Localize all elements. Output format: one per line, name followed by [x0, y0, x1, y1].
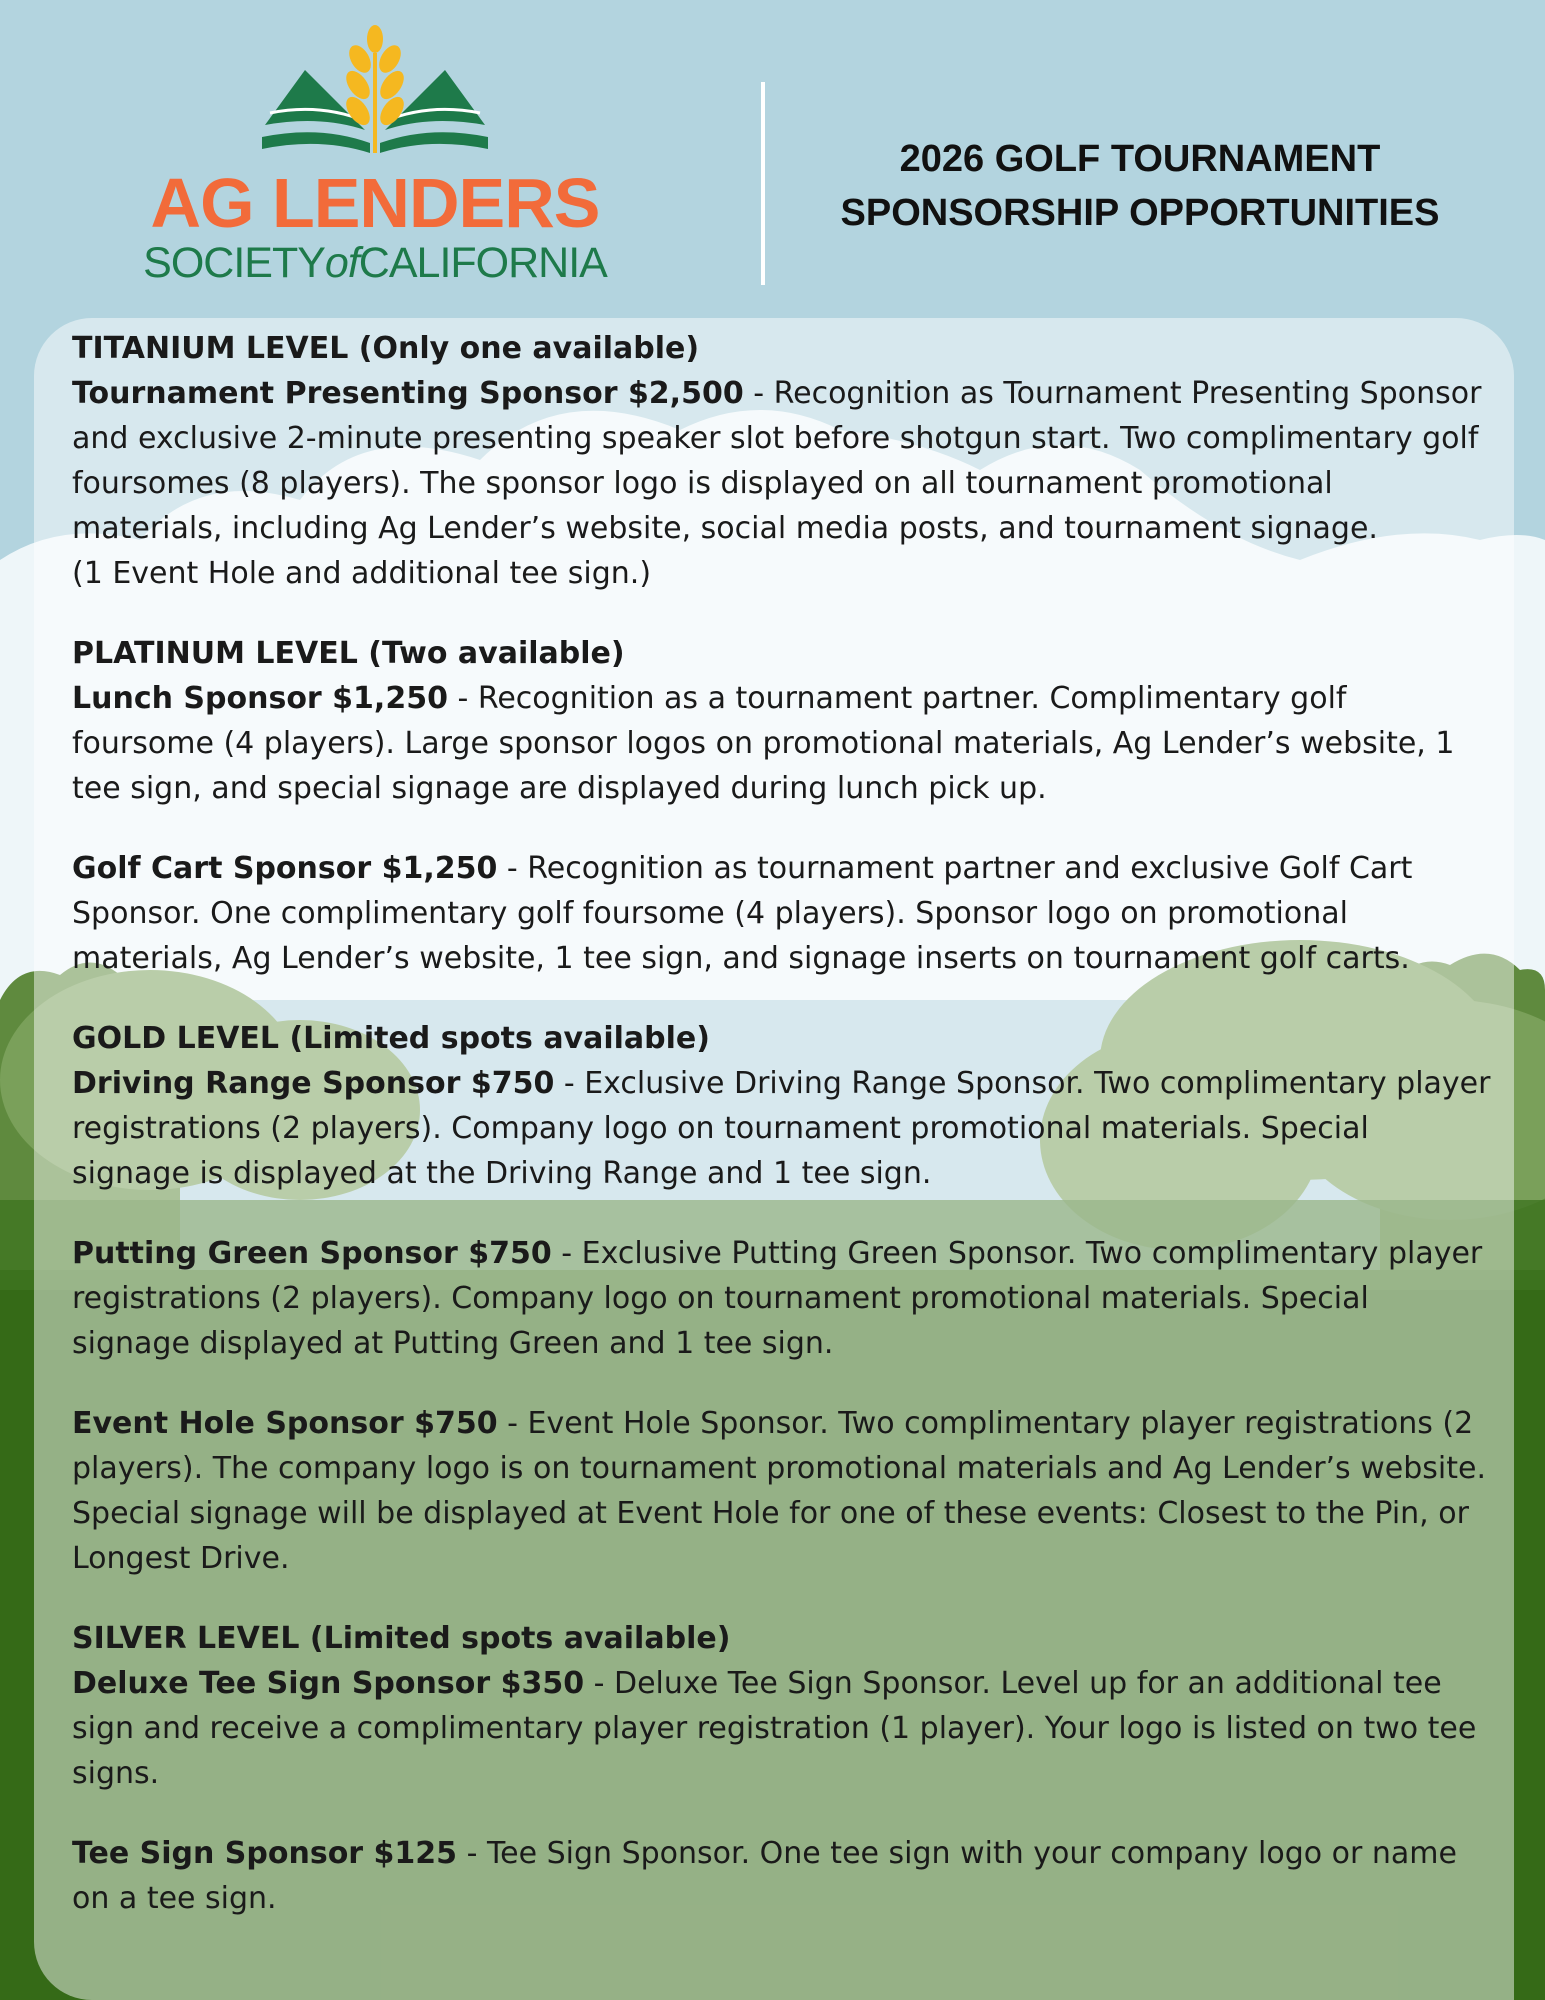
sponsor-desc: - Recognition as tournament partner and exclusive Golf Cart Sponsor. One complimentary golf foursome (4 players). Sponsor logo on promotional materials, Ag Lender’s website, 1 tee sign, and signage inserts on tournament golf carts. — [72, 851, 1413, 976]
title-line-1: 2026 GOLF TOURNAMENT — [899, 138, 1381, 180]
sponsor-item-presenting — [72, 371, 1492, 551]
wheat-book-icon — [260, 25, 490, 165]
sponsor-name: Event Hole Sponsor $750 — [72, 1406, 498, 1441]
sponsor-item-lunch — [72, 676, 1492, 811]
sponsor-desc: - Deluxe Tee Sign Sponsor. Level up for an additional tee sign and receive a complimentary player registration (1 player). Your logo is listed on two tee signs. — [72, 1666, 1477, 1791]
sponsor-desc: - Recognition as Tournament Presenting Sponsor and exclusive 2-minute presenting speaker slot before shotgun start. Two complimentary golf foursomes (8 players). The sponsor logo is displayed on all tournament promotional materials, including Ag Lender’s website, social media posts, and tournament signage. — [72, 376, 1482, 546]
sponsor-name: Deluxe Tee Sign Sponsor $350 — [72, 1666, 585, 1701]
sponsorship-list — [72, 326, 1492, 1921]
sponsor-desc: - Event Hole Sponsor. Two complimentary player registrations (2 players). The company logo is on tournament promotional materials and Ag Lender’s website. Special signage will be displayed at Event Hole for one of these events: Closest to the Pin, or Longest Drive. — [72, 1406, 1486, 1576]
sponsor-item-putting-green — [72, 1231, 1492, 1366]
level-heading-platinum: PLATINUM LEVEL (Two available) — [72, 636, 625, 671]
sponsor-name: Putting Green Sponsor $750 — [72, 1236, 552, 1271]
title-line-2: SPONSORSHIP OPPORTUNITIES — [840, 192, 1440, 234]
page-title — [790, 132, 1490, 240]
sponsor-name: Tee Sign Sponsor $125 — [72, 1836, 458, 1871]
sponsor-desc: - Exclusive Putting Green Sponsor. Two complimentary player registrations (2 players). Company logo on tournament promotional materials. Special signage displayed at Putting Green and 1 tee sign. — [72, 1236, 1483, 1361]
logo-sub-california: CALIFORNIA — [358, 239, 607, 287]
sponsor-item-golf-cart — [72, 846, 1492, 981]
sponsor-desc: - Exclusive Driving Range Sponsor. Two complimentary player registrations (2 players). Company logo on tournament promotional materials. Special signage is displayed at the Driving Range and 1 tee sign. — [72, 1066, 1491, 1191]
level-heading-gold: GOLD LEVEL (Limited spots available) — [72, 1021, 710, 1056]
level-heading-silver: SILVER LEVEL (Limited spots available) — [72, 1621, 731, 1656]
logo-name: AG LENDERS — [150, 164, 600, 242]
sponsor-name: Tournament Presenting Sponsor $2,500 — [72, 376, 744, 411]
header-divider — [761, 82, 765, 285]
logo-sub-society: SOCIETY — [143, 239, 325, 287]
logo-sub-of: of — [324, 239, 359, 287]
sponsor-item-event-hole — [72, 1401, 1492, 1581]
sponsor-item-driving-range — [72, 1061, 1492, 1196]
sponsor-item-deluxe-tee-sign — [72, 1661, 1492, 1796]
sponsor-desc: - Recognition as a tournament partner. Complimentary golf foursome (4 players). Large sponsor logos on promotional materials, Ag Lender’s website, 1 tee sign, and special signage are displayed during lunch pick up. — [72, 681, 1455, 806]
sponsor-name: Driving Range Sponsor $750 — [72, 1066, 555, 1101]
sponsor-note: (1 Event Hole and additional tee sign.) — [72, 556, 652, 591]
logo-subtitle — [125, 238, 625, 288]
sponsor-item-tee-sign — [72, 1831, 1492, 1921]
sponsor-desc: - Tee Sign Sponsor. One tee sign with your company logo or name on a tee sign. — [72, 1836, 1457, 1916]
sponsor-name: Lunch Sponsor $1,250 — [72, 681, 448, 716]
level-heading-titanium: TITANIUM LEVEL (Only one available) — [72, 331, 700, 366]
sponsor-name: Golf Cart Sponsor $1,250 — [72, 851, 498, 886]
ag-lenders-logo — [125, 25, 625, 285]
header — [0, 0, 1545, 300]
